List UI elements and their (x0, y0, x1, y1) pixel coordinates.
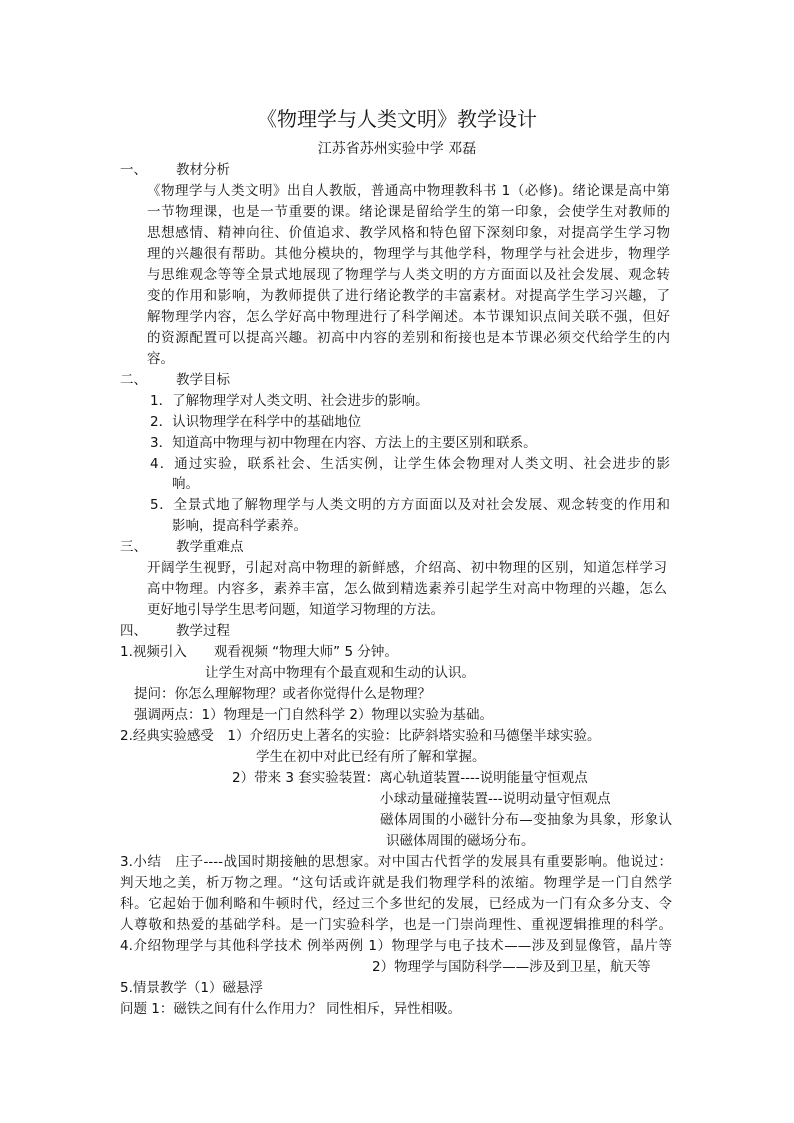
objective-item: 5．全景式地了解物理学与人类文明的方方面面以及对社会发展、观念转变的作用和 (150, 497, 670, 513)
paragraph-line: 解物理学内容，怎么学好高中物理进行了科学阐述。本节课知识点间关联不强，但好 (147, 309, 670, 325)
objective-item: 4．通过实验，联系社会、生活实例，让学生体会物理对人类文明、社会进步的影 (150, 456, 670, 472)
section-2-heading: 教学目标 (176, 372, 230, 388)
paragraph-line: 高中物理。内容多，素养丰富，怎么做到精选素养引起学生对高中物理的兴趣，怎么 (147, 581, 667, 597)
process-line: 磁体周围的小磁针分布—变抽象为具象，形象认 (380, 812, 672, 828)
process-line: 2）带来 3 套实验装置：离心轨道装置----说明能量守恒观点 (232, 770, 588, 786)
paragraph-line: 《物理学与人类文明》出自人教版，普通高中物理教科书 1（必修)。绪论课是高中第 (147, 183, 670, 199)
paragraph-line: 一节物理课，也是一节重要的课。绪论课是留给学生的第一印象，会使学生对教师的 (147, 204, 670, 220)
paragraph-line: 更好地引导学生思考问题，知道学习物理的方法。 (147, 602, 444, 618)
paragraph-line: 与思维观念等等全景式地展现了物理学与人类文明的方方面面以及社会发展、观念转 (147, 267, 670, 283)
author-line: 江苏省苏州实验中学 邓磊 (317, 141, 477, 157)
objective-item: 2．认识物理学在科学中的基础地位 (150, 414, 362, 430)
process-line: 2.经典实验感受 1）介绍历史上著名的实验：比萨斜塔实验和马德堡半球实验。 (120, 728, 601, 744)
process-line: 强调两点：1）物理是一门自然科学 2）物理以实验为基础。 (134, 707, 493, 723)
paragraph-line: 的资源配置可以提高兴趣。初高中内容的差别和衔接也是本节课必须交代给学生的内 (147, 330, 670, 346)
paragraph-line: 变的作用和影响，为教师提供了进行绪论教学的丰富素材。对提高学生学习兴趣，了 (147, 288, 670, 304)
process-line: 4.介绍物理学与其他科学技术 例举两例 1）物理学与电子技术——涉及到显像管，晶片等 (120, 938, 672, 954)
process-line: 1.视频引入 观看视频 “物理大师” 5 分钟。 (120, 644, 398, 660)
section-3-heading: 教学重难点 (176, 539, 244, 555)
process-line: 学生在初中对此已经有所了解和掌握。 (256, 749, 486, 765)
process-line: 提问：你怎么理解物理？或者你觉得什么是物理？ (134, 686, 431, 702)
process-line: 3.小结 庄子----战国时期接触的思想家。对中国古代哲学的发展具有重要影响。他说过： (120, 854, 672, 870)
section-1-heading: 教材分析 (176, 162, 230, 178)
document-title: 《物理学与人类文明》教学设计 (257, 107, 537, 131)
process-line: 人尊敬和热爱的基础学科。是一门实验科学，也是一门崇尚理性、重视逻辑推理的科学。 (120, 917, 672, 933)
process-line: 让学生对高中物理有个最直观和生动的认识。 (205, 665, 475, 681)
section-4-number: 四、 (120, 623, 147, 639)
section-1-number: 一、 (120, 162, 147, 178)
paragraph-line: 开阔学生视野，引起对高中物理的新鲜感，介绍高、初中物理的区别，知道怎样学习 (147, 560, 667, 576)
objective-item-continued: 影响，提高科学素养。 (172, 518, 307, 534)
paragraph-line: 思想感情、精神向往、价值追求、教学风格和特色留下深刻印象，对提高学生学习物 (147, 225, 670, 241)
objective-item: 1．了解物理学对人类文明、社会进步的影响。 (150, 393, 429, 409)
process-line: 2）物理学与国防科学——涉及到卫星，航天等 (372, 959, 651, 975)
process-line: 5.情景教学（1）磁悬浮 (120, 980, 263, 996)
objective-item: 3．知道高中物理与初中物理在内容、方法上的主要区别和联系。 (150, 435, 537, 451)
process-line: 问题 1：磁铁之间有什么作用力？ 同性相斥，异性相吸。 (120, 1001, 462, 1017)
process-line: 识磁体周围的磁场分布。 (386, 833, 535, 849)
paragraph-line: 理的兴趣很有帮助。其他分模块的，物理学与其他学科，物理学与社会进步，物理学 (147, 246, 670, 262)
section-4-heading: 教学过程 (176, 623, 230, 639)
process-line: 科。它起始于伽利略和牛顿时代，经过三个多世纪的发展，已经成为一门有众多分支、令 (120, 896, 672, 912)
objective-item-continued: 响。 (172, 476, 199, 492)
process-line: 小球动量碰撞装置---说明动量守恒观点 (380, 791, 611, 807)
section-2-number: 二、 (120, 372, 147, 388)
paragraph-line: 容。 (147, 351, 174, 367)
section-3-number: 三、 (120, 539, 147, 555)
process-line: 判天地之美，析万物之理。“这句话或许就是我们物理学科的浓缩。物理学是一门自然学 (120, 875, 672, 891)
